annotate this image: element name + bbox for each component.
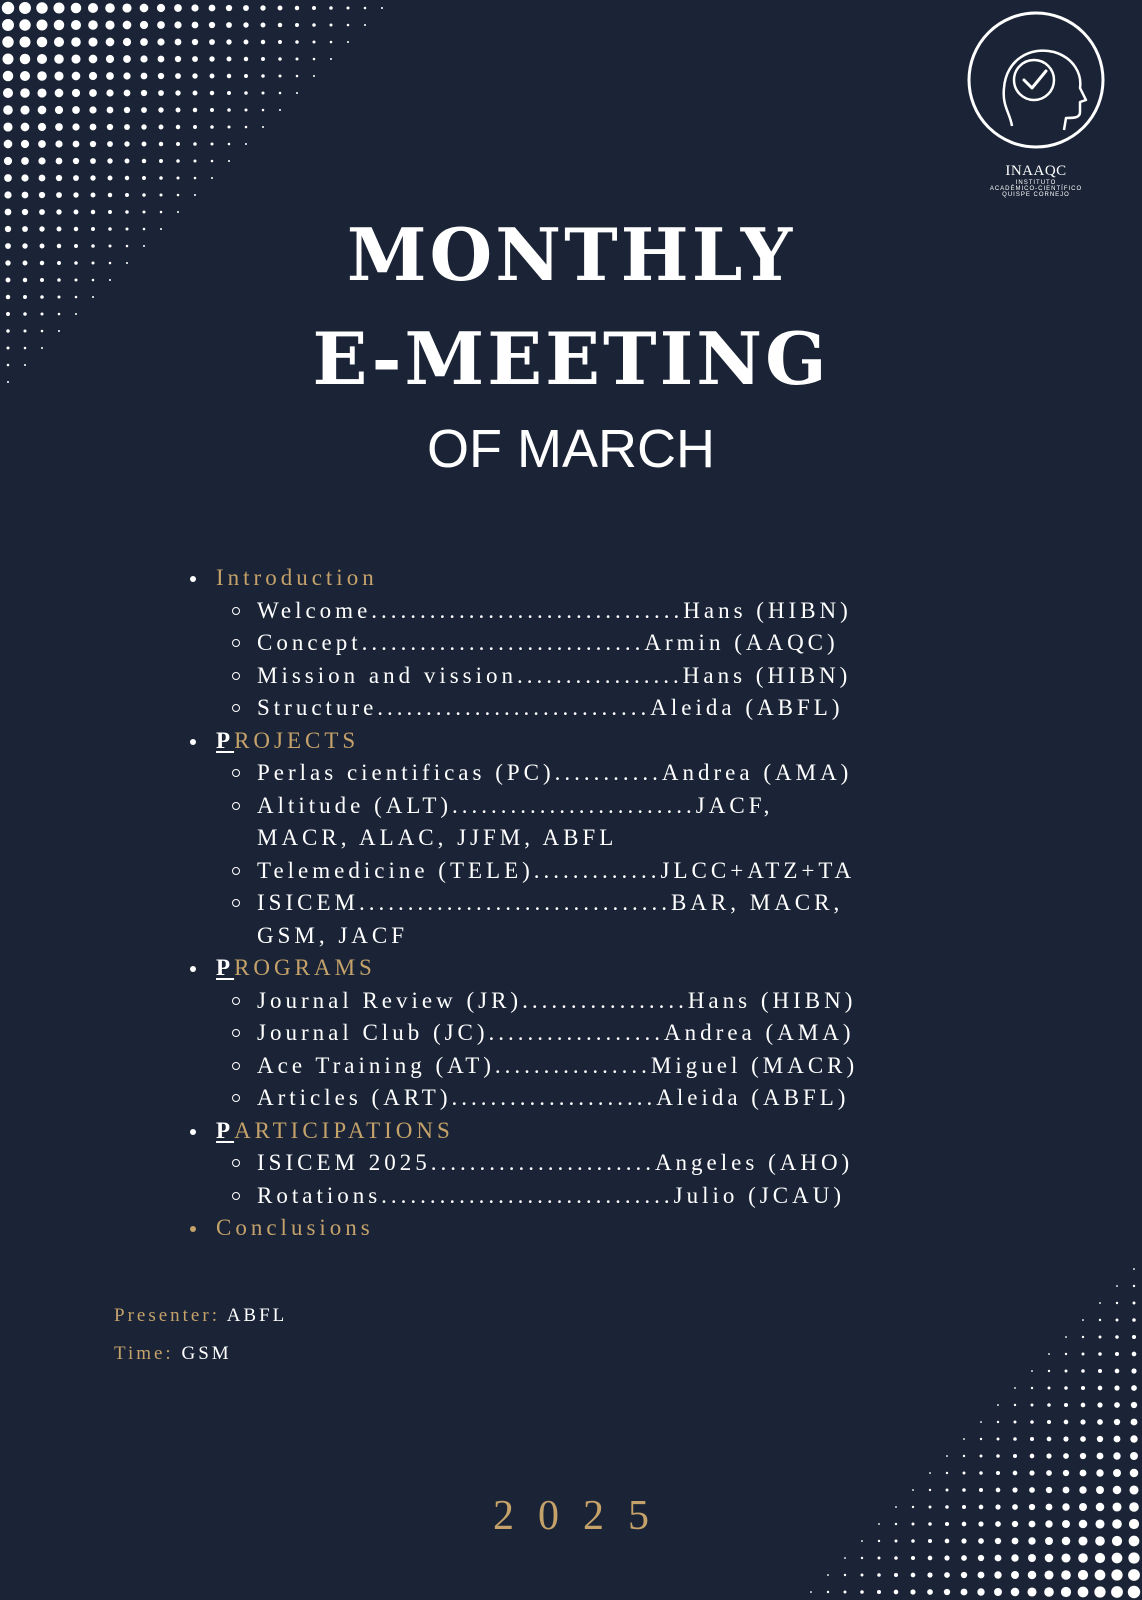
agenda-item: Rotations..............................Julio (JCAU) <box>188 1180 988 1213</box>
logo-subtitle-1: INSTITUTO <box>1015 180 1057 186</box>
agenda-item: Structure............................Aleida (ABFL) <box>188 692 988 725</box>
section-projects <box>188 725 988 758</box>
circle-bullet-icon <box>232 1094 240 1102</box>
title-of-march: OF MARCH <box>427 419 715 479</box>
year: 2025 <box>493 1493 673 1539</box>
section-conclusions <box>188 1212 988 1245</box>
circle-bullet-icon <box>232 607 240 615</box>
section-label: PROGRAMS <box>216 955 376 980</box>
agenda-item: ISICEM 2025.......................Angeles (AHO) <box>188 1147 988 1180</box>
circle-bullet-icon <box>232 1029 240 1037</box>
logo-name: INAAQC <box>1005 163 1067 179</box>
section-participations <box>188 1115 988 1148</box>
presenter-value: ABFL <box>226 1305 288 1326</box>
logo-subtitle-2: ACADÉMICO-CIENTÍFICO <box>989 186 1083 192</box>
agenda-item: Ace Training (AT)................Miguel (MACR) <box>188 1050 988 1083</box>
circle-bullet-icon <box>232 639 240 647</box>
circle-bullet-icon <box>232 867 240 875</box>
logo-caption <box>962 163 1110 198</box>
bullet-icon <box>190 739 196 745</box>
agenda-item: Journal Review (JR).................Hans (HIBN) <box>188 985 988 1018</box>
agenda-item: Perlas cientificas (PC)...........Andrea (AMA) <box>188 757 988 790</box>
agenda-item: Telemedicine (TELE).............JLCC+ATZ+TA <box>188 855 988 888</box>
circle-bullet-icon <box>232 1159 240 1167</box>
presenter-label: Presenter: <box>114 1305 220 1326</box>
agenda-item: Welcome................................Hans (HIBN) <box>188 595 988 628</box>
agenda-list <box>188 562 988 1245</box>
bullet-icon <box>190 576 196 582</box>
agenda-item: Journal Club (JC)..................Andrea (AMA) <box>188 1017 988 1050</box>
agenda-item: Mission and vission.................Hans (HIBN) <box>188 660 988 693</box>
circle-bullet-icon <box>232 997 240 1005</box>
section-label: PROJECTS <box>216 727 360 753</box>
presenter-line <box>114 1305 287 1327</box>
agenda-item: Concept.............................Armin (AAQC) <box>188 627 988 660</box>
section-programs <box>188 952 988 985</box>
agenda-item: Articles (ART).....................Aleida (ABFL) <box>188 1082 988 1115</box>
bullet-icon <box>190 1226 196 1232</box>
agenda-item: ISICEM................................BAR, MACR, GSM, JACF <box>188 887 988 952</box>
section-introduction <box>188 562 988 595</box>
section-label: Conclusions <box>216 1215 374 1240</box>
circle-bullet-icon <box>232 1062 240 1070</box>
bullet-icon <box>190 1129 196 1135</box>
bullet-icon <box>190 966 196 972</box>
circle-bullet-icon <box>232 704 240 712</box>
circle-bullet-icon <box>232 672 240 680</box>
title-e-meeting: E-MEETING <box>312 316 830 401</box>
time-line <box>114 1343 232 1365</box>
time-value: GSM <box>181 1343 232 1364</box>
title-monthly: MONTHLY <box>346 212 796 297</box>
time-label: Time: <box>114 1343 174 1364</box>
section-label: Introduction <box>216 565 378 590</box>
circle-bullet-icon <box>232 769 240 777</box>
agenda-item: Altitude (ALT).........................JACF, MACR, ALAC, JJFM, ABFL <box>188 790 988 855</box>
circle-bullet-icon <box>232 899 240 907</box>
section-label: PARTICIPATIONS <box>216 1117 454 1143</box>
logo-subtitle-3: QUISPE CORNEJO <box>1002 192 1070 198</box>
circle-bullet-icon <box>232 1192 240 1200</box>
circle-bullet-icon <box>232 802 240 810</box>
